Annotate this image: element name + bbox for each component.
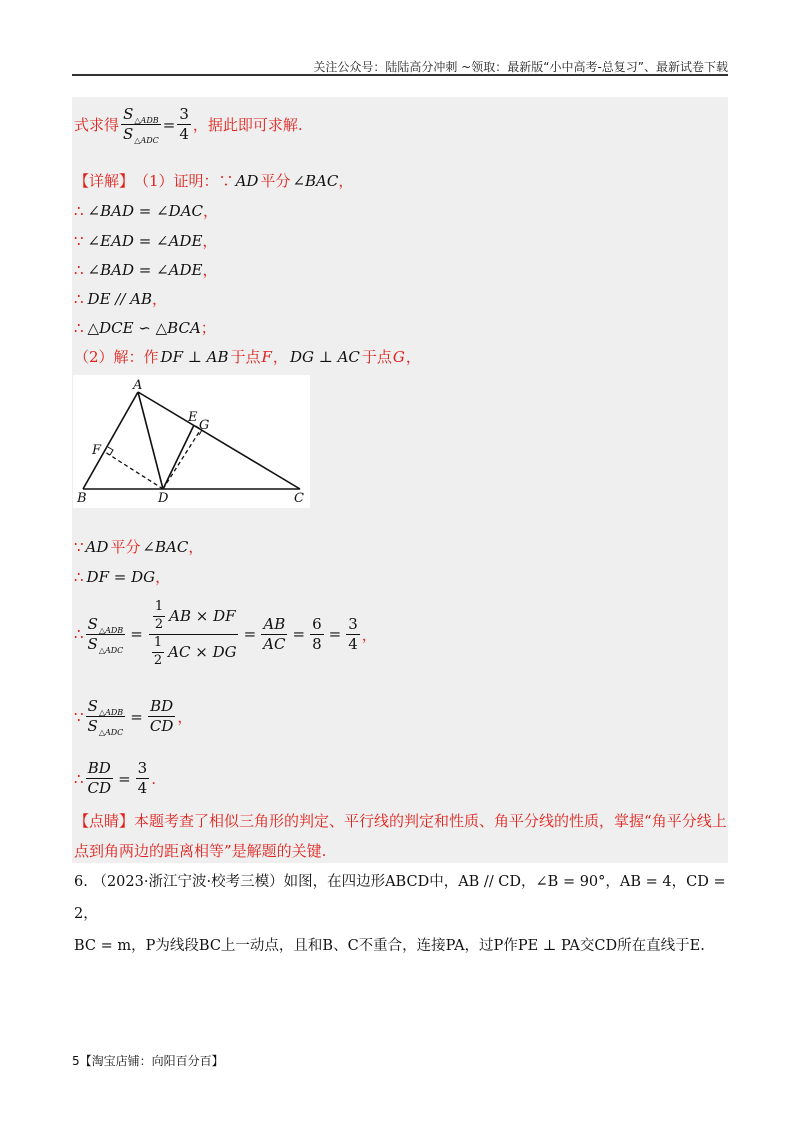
side-ac	[138, 392, 300, 489]
after-5-end: .	[151, 769, 156, 788]
after-4-end: ，	[177, 708, 193, 727]
segment-de	[163, 425, 194, 489]
after-4-mark: ∵	[74, 707, 84, 726]
step-4-expr: DE // AB	[87, 289, 153, 308]
after-line-5	[74, 760, 156, 798]
after-1-end: ，	[188, 538, 204, 556]
comment-text: 本题考查了相似三角形的判定、平行线的判定和性质、角平分线的性质，掌握“角平分线上点到角两边的距离相等”是解题的关键.	[74, 812, 727, 860]
after-3-mark: ∴	[74, 625, 84, 644]
step-3-mark: ∴	[74, 260, 84, 279]
area-ratio-fraction-2: $\frac{S_{\triangle ADB}}{S_{\triangle ADC}}$	[87, 614, 124, 655]
after-5-mark: ∴	[74, 769, 84, 788]
after-1-ad: AD	[85, 537, 109, 556]
ratio-three-quarters: $\frac{3}{4}$	[179, 105, 189, 144]
label-a: A	[133, 378, 143, 393]
detail-comma: ，	[338, 172, 354, 190]
after-1-angle: ∠BAC	[142, 537, 189, 556]
detail-line	[74, 170, 353, 191]
intro-prefix: 式求得	[74, 116, 120, 135]
step-5-expr: △DCE ∽ △BCA	[87, 318, 201, 337]
after-3-eq3: =	[292, 625, 306, 644]
segment-dg-dashed	[163, 429, 201, 489]
part2-label: （2）解：作	[74, 348, 159, 366]
three-over-four: $\frac{3}{4}$	[348, 614, 358, 653]
part2-line	[74, 346, 421, 367]
comment-tag: 【点睛】	[74, 812, 135, 830]
step-1-expr: ∠BAD = ∠DAC	[87, 201, 204, 220]
after-line-1	[74, 536, 203, 557]
geometry-figure	[73, 375, 310, 508]
after-3-eq1: =	[130, 625, 143, 644]
step-5	[74, 317, 216, 338]
label-f: F	[92, 443, 102, 458]
segment-ad	[138, 392, 163, 489]
part2-dg: DG ⊥ AC	[289, 347, 360, 366]
after-2-end: ，	[155, 568, 171, 586]
half-product-fraction: $\frac{1}{2}$ AB × DF $\frac{1}{2}$ AC × DG	[148, 600, 239, 669]
after-3-end: ，	[361, 625, 377, 644]
step-3	[74, 259, 218, 280]
header-rule	[72, 74, 728, 76]
area-ratio-fraction: $\frac{S_{\triangle ADB}}{S_{\triangle ADC}}$	[123, 105, 159, 146]
step-1-mark: ∴	[74, 201, 84, 220]
label-g: G	[199, 418, 210, 433]
step-2	[74, 230, 217, 251]
label-e: E	[188, 410, 198, 425]
after-2-expr: DF = DG	[86, 567, 156, 586]
after-1-mark: ∵	[74, 537, 84, 556]
step-2-expr: ∠EAD = ∠ADE	[87, 231, 203, 250]
part2-df: DF ⊥ AB	[160, 347, 229, 366]
after-4-eq: =	[130, 707, 143, 726]
page-footer: 5【淘宝店铺：向阳百分百】	[72, 1054, 224, 1068]
question-text-2: BC = m，P为线段BC上一动点，且和B、C不重合，连接PA，过P作PE ⊥ PA交CD所在直线于E.	[74, 938, 705, 954]
part2-at-f: 于点	[230, 348, 261, 366]
after-line-2	[74, 566, 170, 587]
step-3-end: ，	[202, 261, 218, 279]
after-5-eq: =	[118, 769, 131, 788]
bd-over-cd: $\frac{BD}{CD}$	[149, 697, 174, 736]
step-2-end: ，	[202, 232, 218, 250]
step-1	[74, 200, 218, 221]
detail-angle-bac: ∠BAC	[292, 171, 339, 190]
page-header: 关注公众号：陆陆高分冲刺 ~领取：最新版“小中高考-总复习”、最新试卷下载	[313, 60, 728, 74]
part2-g: G	[392, 347, 405, 366]
detail-part1: （1）证明：∵	[134, 172, 234, 190]
six-over-eight: $\frac{6}{8}$	[312, 614, 322, 653]
three-over-four-2: $\frac{3}{4}$	[137, 759, 148, 798]
equals-sign: =	[162, 115, 176, 134]
after-3-eq4: =	[328, 625, 342, 644]
detail-tag: 【详解】	[74, 172, 135, 190]
question-source: （2023·浙江宁波·校考三模）	[92, 874, 284, 890]
intro-suffix: ，据此即可求解.	[192, 116, 303, 135]
question-number: 6.	[74, 874, 88, 890]
part2-f: F	[261, 347, 272, 366]
comment-paragraph	[74, 806, 730, 866]
after-1-bisects: 平分	[110, 538, 141, 556]
after-2-mark: ∴	[74, 567, 84, 586]
part2-sep: ，	[272, 348, 288, 366]
bd-over-cd-2: $\frac{BD}{CD}$	[87, 759, 112, 798]
step-5-end: ；	[200, 319, 216, 337]
after-line-4	[74, 698, 192, 736]
step-4-end: ，	[152, 290, 168, 308]
area-ratio-fraction-3: $\frac{S_{\triangle ADB}}{S_{\triangle ADC}}$	[87, 697, 124, 738]
label-c: C	[294, 491, 304, 506]
part2-end: ，	[405, 348, 421, 366]
side-ab	[83, 392, 138, 489]
intro-line	[74, 106, 303, 144]
detail-ad: AD	[235, 171, 259, 190]
after-line-3	[74, 600, 377, 669]
step-4	[74, 288, 167, 309]
step-1-end: ，	[203, 202, 219, 220]
ab-over-ac: $\frac{AB}{AC}$	[263, 614, 286, 653]
detail-bisects: 平分	[260, 172, 291, 190]
step-3-expr: ∠BAD = ∠ADE	[87, 260, 203, 279]
label-b: B	[77, 491, 87, 506]
question-text-1: 如图，在四边形ABCD中，AB // CD，∠B = 90°，AB = 4，CD = 2，	[74, 874, 726, 922]
step-2-mark: ∵	[74, 231, 84, 250]
part2-at-g: 于点	[361, 348, 392, 366]
label-d: D	[158, 491, 169, 506]
question-6	[74, 866, 734, 962]
triangle-diagram	[73, 375, 310, 508]
after-3-eq2: =	[243, 625, 257, 644]
step-5-mark: ∴	[74, 318, 84, 337]
step-4-mark: ∴	[74, 289, 84, 308]
